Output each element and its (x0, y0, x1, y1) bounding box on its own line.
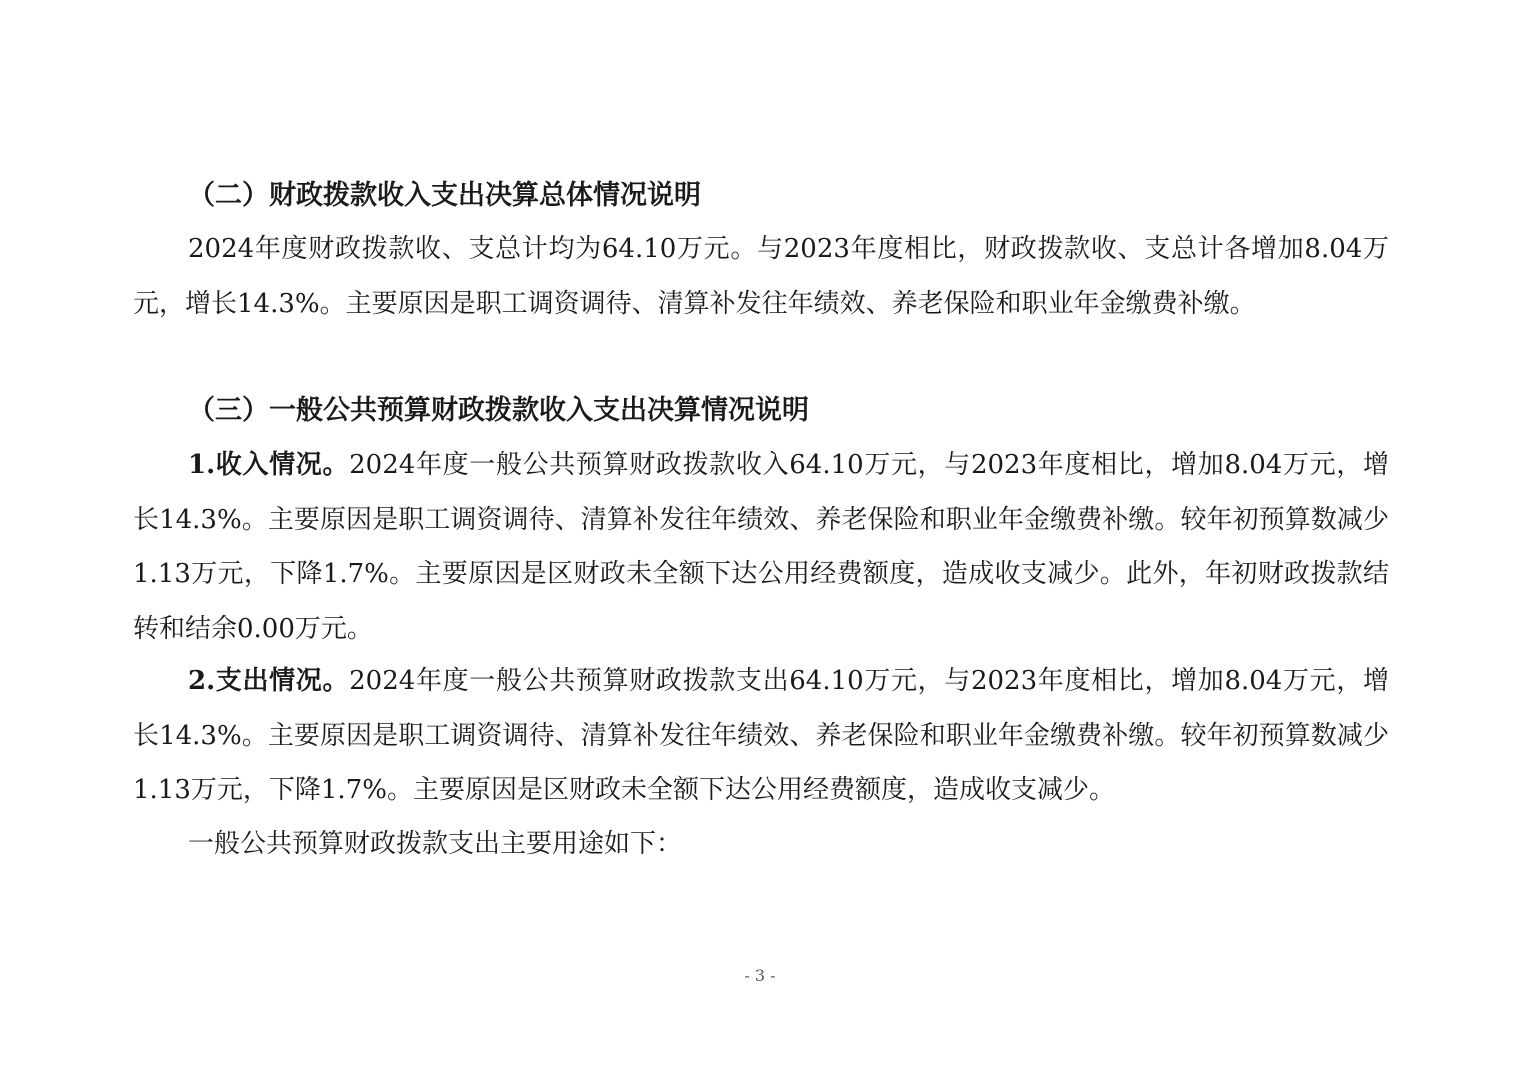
income-text: 2024年度一般公共预算财政拨款收入64.10万元，与2023年度相比，增加8.04万元，增长14.3%。主要原因是职工调资调待、清算补发往年绩效、养老保险和职业年金缴费补缴。较年初预算数减少1.13万元，下降1.7%。主要原因是区财政未全额下达公用经费额度，造成收支减少。此外，年初财政拨款结转和结余0.00万元。 (133, 450, 1389, 644)
expense-paragraph (133, 654, 1389, 818)
expense-lead: 2.支出情况。 (188, 666, 350, 696)
page-number: - 3 - (744, 966, 776, 985)
income-paragraph (133, 438, 1389, 656)
expense-text: 2024年度一般公共预算财政拨款支出64.10万元，与2023年度相比，增加8.04万元，增长14.3%。主要原因是职工调资调待、清算补发往年绩效、养老保险和职业年金缴费补缴。较年初预算数减少1.13万元，下降1.7%。主要原因是区财政未全额下达公用经费额度，造成收支减少。 (133, 666, 1389, 805)
uses-intro: 一般公共预算财政拨款支出主要用途如下： (188, 829, 683, 859)
income-lead: 1.收入情况。 (188, 450, 350, 480)
section-3-heading: （三）一般公共预算财政拨款收入支出决算情况说明 (188, 395, 809, 426)
section-2-heading: （二）财政拨款收入支出决算总体情况说明 (188, 180, 701, 211)
section-2-paragraph: 2024年度财政拨款收、支总计均为64.10万元。与2023年度相比，财政拨款收、支总计各增加8.04万元，增长14.3%。主要原因是职工调资调待、清算补发往年绩效、养老保险和职业年金缴费补缴。 (133, 234, 1389, 319)
